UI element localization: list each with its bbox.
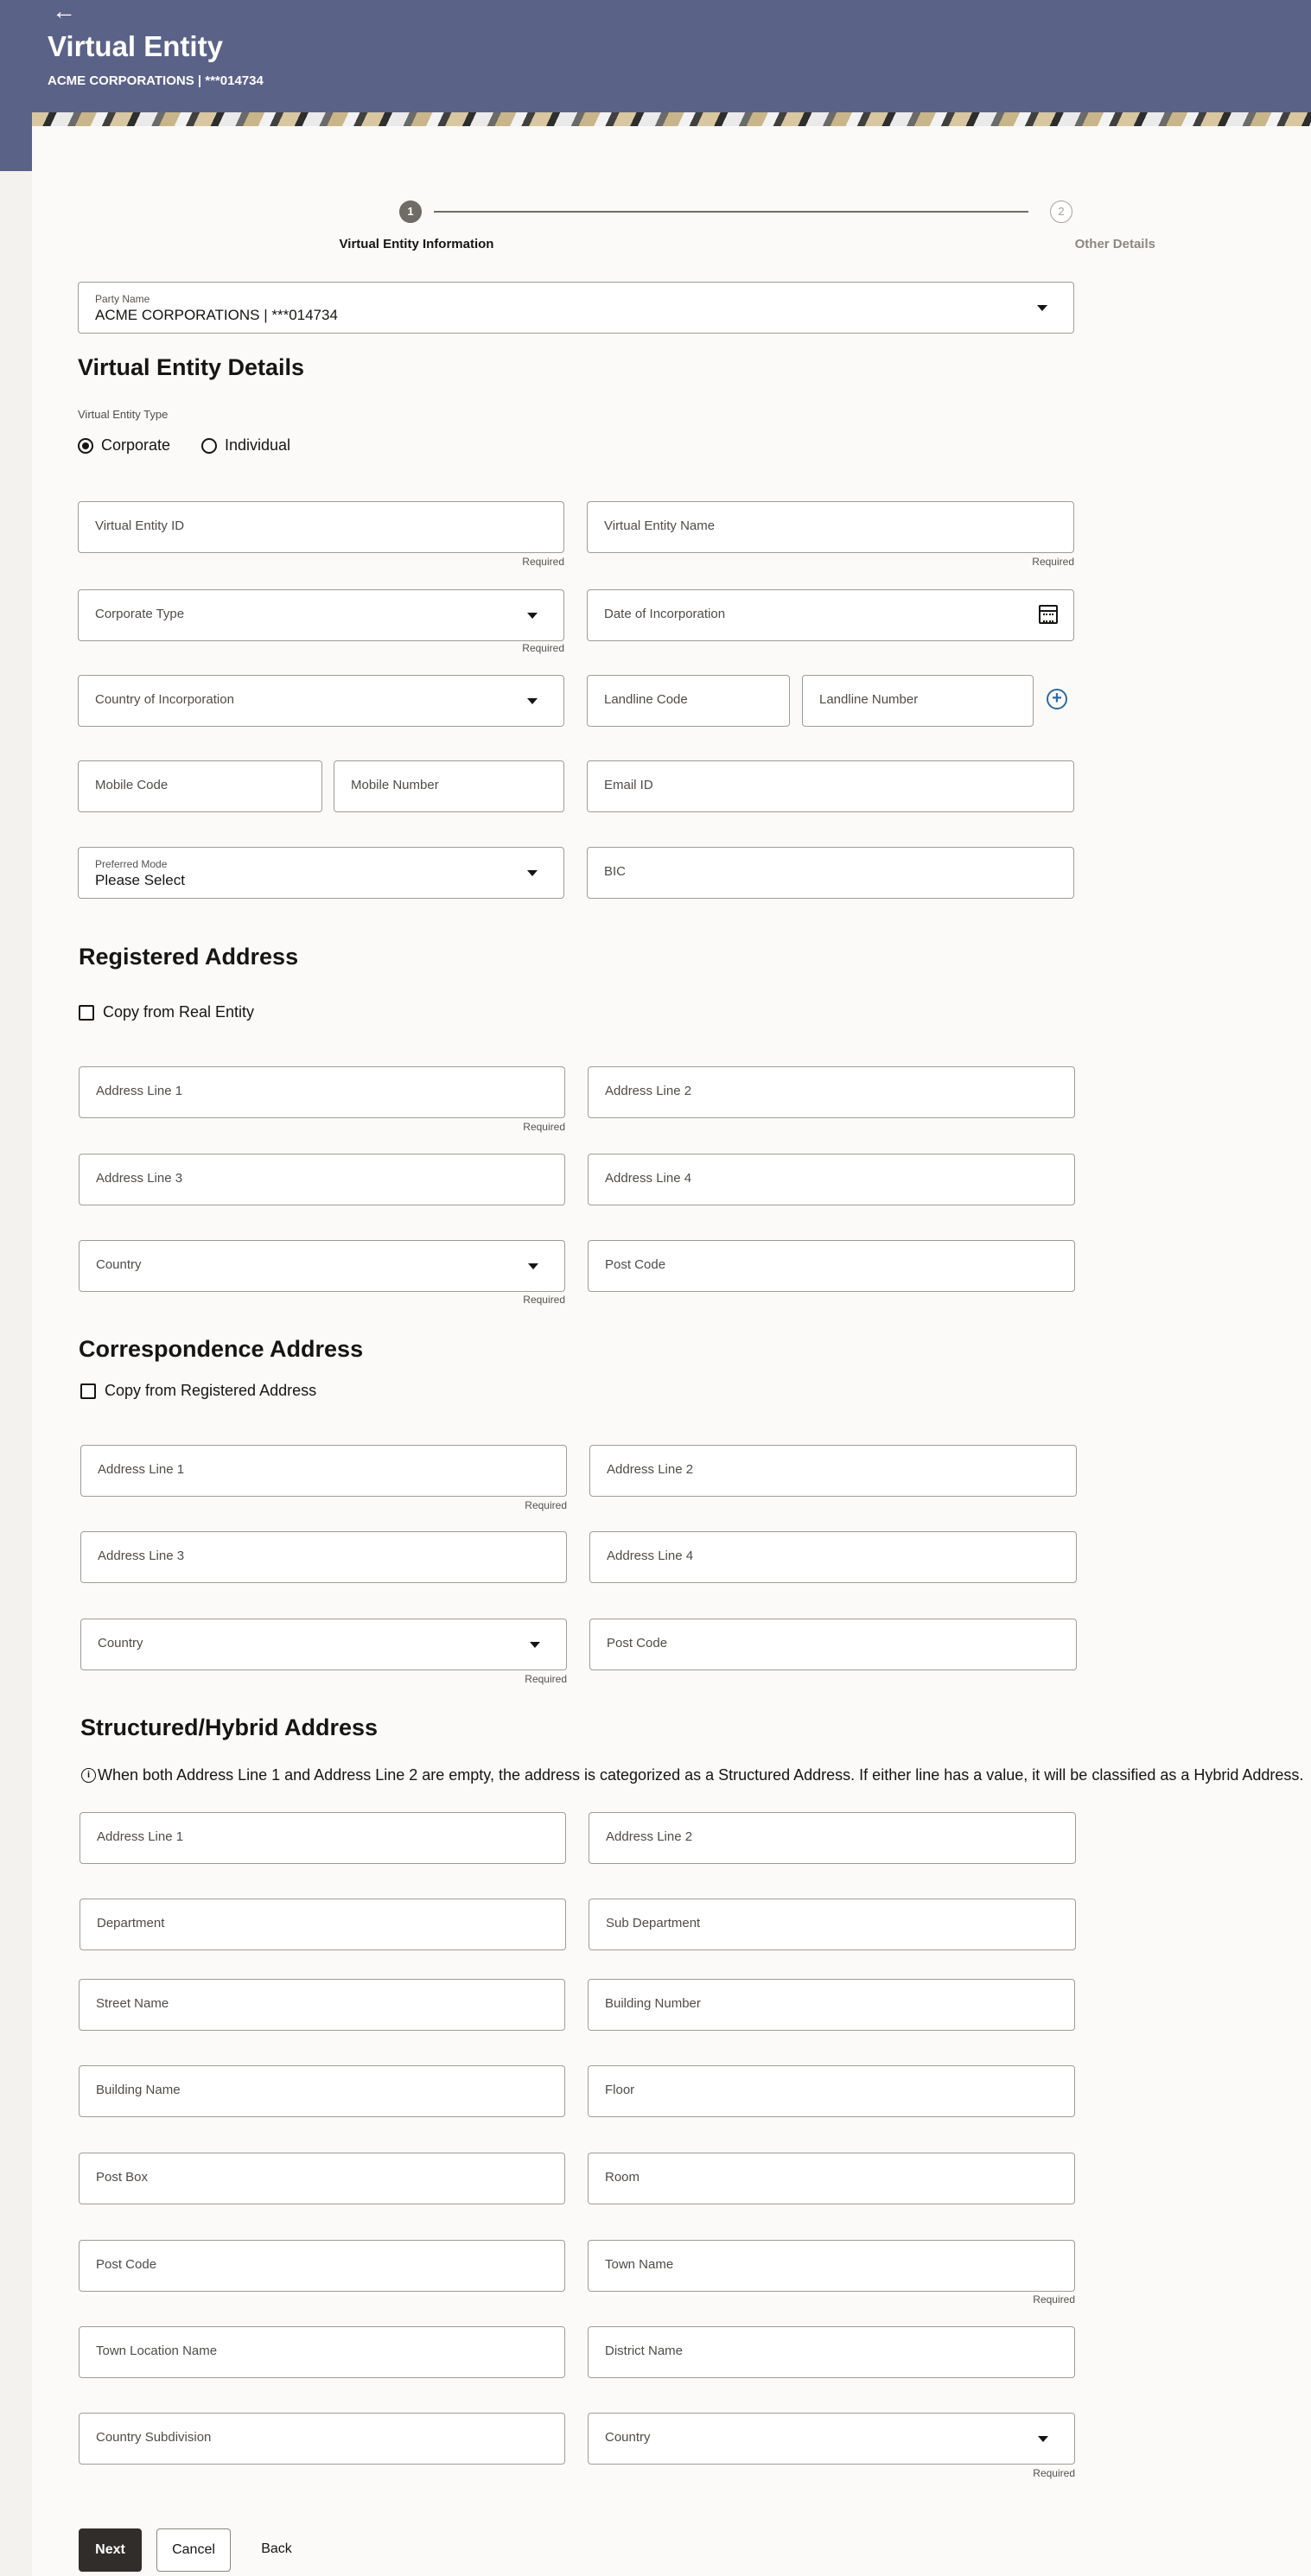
mobile-code-field[interactable] (78, 760, 322, 812)
copy-from-real-entity-checkbox[interactable] (79, 1003, 254, 1021)
radio-corporate[interactable] (78, 436, 170, 455)
step-1-label: Virtual Entity Information (339, 237, 494, 251)
landline-code-placeholder: Landline Code (604, 692, 688, 707)
page-title: Virtual Entity (48, 30, 223, 62)
page-subtitle: ACME CORPORATIONS | ***014734 (48, 73, 264, 88)
registered-country-select[interactable] (79, 1240, 565, 1292)
structured-address-line-2[interactable] (589, 1812, 1076, 1864)
party-name-value: ACME CORPORATIONS | ***014734 (95, 307, 338, 323)
correspondence-address-line-3[interactable] (80, 1531, 567, 1583)
radio-corporate-label: Corporate (101, 436, 171, 454)
post-code-placeholder: Post Code (607, 1636, 668, 1651)
virtual-entity-name-field[interactable] (587, 501, 1074, 553)
correspondence-address-line-1[interactable] (80, 1445, 567, 1497)
building-number-placeholder: Building Number (605, 1996, 701, 2011)
street-name-field[interactable] (79, 1979, 565, 2031)
structured-post-code-field[interactable] (79, 2240, 565, 2292)
post-code-placeholder: Post Code (605, 1257, 666, 1272)
correspondence-address-line-2[interactable] (589, 1445, 1077, 1497)
virtual-entity-id-placeholder: Virtual Entity ID (95, 518, 185, 533)
address-line-2-placeholder: Address Line 2 (607, 1462, 694, 1477)
town-name-placeholder: Town Name (605, 2257, 674, 2272)
chevron-down-icon (527, 698, 538, 704)
floor-placeholder: Floor (605, 2083, 635, 2097)
checkbox-icon (79, 1005, 94, 1021)
district-name-placeholder: District Name (605, 2344, 684, 2358)
party-name-select[interactable] (78, 282, 1074, 334)
radio-unselected-icon (201, 438, 217, 454)
required-hint: Required (525, 1499, 567, 1511)
room-field[interactable] (588, 2153, 1075, 2204)
registered-address-line-4[interactable] (588, 1154, 1075, 1205)
country-placeholder: Country (96, 1257, 142, 1272)
cancel-button[interactable]: Cancel (156, 2528, 231, 2572)
country-of-incorporation-select[interactable] (78, 675, 564, 727)
department-field[interactable] (80, 1899, 566, 1950)
floor-field[interactable] (588, 2065, 1075, 2117)
chevron-down-icon (527, 613, 538, 619)
street-name-placeholder: Street Name (96, 1996, 169, 2011)
calendar-icon[interactable] (1039, 605, 1058, 624)
country-placeholder: Country (98, 1636, 143, 1651)
bic-placeholder: BIC (604, 864, 627, 879)
landline-code-field[interactable] (587, 675, 790, 727)
registered-address-line-1[interactable] (79, 1066, 565, 1118)
mobile-code-placeholder: Mobile Code (95, 778, 169, 792)
post-box-placeholder: Post Box (96, 2170, 149, 2185)
step-connector (434, 211, 1028, 213)
corporate-type-select[interactable] (78, 589, 564, 641)
address-line-2-placeholder: Address Line 2 (606, 1829, 693, 1844)
details-section-title: Virtual Entity Details (78, 354, 305, 380)
town-location-name-placeholder: Town Location Name (96, 2344, 218, 2358)
next-button[interactable]: Next (79, 2528, 142, 2572)
step-2-label: Other Details (1074, 237, 1155, 251)
address-line-1-placeholder: Address Line 1 (98, 1462, 185, 1477)
step-1-indicator: 1 (399, 200, 422, 223)
structured-address-line-1[interactable] (80, 1812, 566, 1864)
virtual-entity-name-placeholder: Virtual Entity Name (604, 518, 716, 533)
address-line-2-placeholder: Address Line 2 (605, 1084, 692, 1098)
info-icon: i (81, 1768, 96, 1783)
bic-field[interactable] (587, 847, 1074, 899)
virtual-entity-id-field[interactable] (78, 501, 564, 553)
correspondence-address-line-4[interactable] (589, 1531, 1077, 1583)
party-name-label: Party Name (95, 293, 150, 305)
landline-number-field[interactable] (802, 675, 1034, 727)
mobile-number-field[interactable] (334, 760, 564, 812)
add-landline-icon[interactable]: + (1047, 689, 1067, 709)
department-placeholder: Department (97, 1916, 165, 1930)
structured-country-select[interactable] (588, 2413, 1075, 2465)
registered-address-line-2[interactable] (588, 1066, 1075, 1118)
building-name-field[interactable] (79, 2065, 565, 2117)
required-hint: Required (525, 1673, 567, 1685)
sub-department-field[interactable] (589, 1899, 1076, 1950)
copy-from-registered-address-label: Copy from Registered Address (105, 1382, 317, 1399)
building-name-placeholder: Building Name (96, 2083, 181, 2097)
registered-address-title: Registered Address (79, 944, 299, 970)
town-location-name-field[interactable] (79, 2326, 565, 2378)
required-hint: Required (522, 642, 564, 654)
date-of-incorporation-field[interactable] (587, 589, 1074, 641)
mobile-number-placeholder: Mobile Number (351, 778, 439, 792)
email-id-field[interactable] (587, 760, 1074, 812)
back-button[interactable]: Back (261, 2541, 292, 2556)
post-code-placeholder: Post Code (96, 2257, 157, 2272)
correspondence-post-code-field[interactable] (589, 1619, 1077, 1670)
correspondence-address-title: Correspondence Address (79, 1336, 364, 1362)
chevron-down-icon (1038, 2436, 1048, 2442)
building-number-field[interactable] (588, 1979, 1075, 2031)
country-placeholder: Country (605, 2430, 651, 2445)
post-box-field[interactable] (79, 2153, 565, 2204)
district-name-field[interactable] (588, 2326, 1075, 2378)
address-line-4-placeholder: Address Line 4 (605, 1171, 692, 1186)
chevron-down-icon (528, 1263, 538, 1269)
required-hint: Required (523, 1121, 565, 1133)
radio-individual-label: Individual (225, 436, 291, 454)
chevron-down-icon (527, 870, 538, 876)
date-of-incorporation-placeholder: Date of Incorporation (604, 607, 726, 621)
country-subdivision-placeholder: Country Subdivision (96, 2430, 212, 2445)
structured-address-info (81, 1766, 1303, 1784)
registered-post-code-field[interactable] (588, 1240, 1075, 1292)
chevron-down-icon (1037, 305, 1047, 311)
step-2-indicator: 2 (1050, 200, 1072, 223)
chevron-down-icon (530, 1642, 540, 1648)
radio-individual[interactable] (201, 436, 290, 455)
radio-selected-icon (78, 438, 93, 454)
preferred-mode-value: Please Select (95, 872, 185, 888)
required-hint: Required (1032, 556, 1074, 568)
address-line-1-placeholder: Address Line 1 (96, 1084, 183, 1098)
structured-address-title: Structured/Hybrid Address (80, 1714, 379, 1740)
landline-number-placeholder: Landline Number (819, 692, 919, 707)
email-id-placeholder: Email ID (604, 778, 653, 792)
correspondence-country-select[interactable] (80, 1619, 567, 1670)
copy-from-registered-address-checkbox[interactable] (80, 1382, 316, 1400)
preferred-mode-label: Preferred Mode (95, 858, 168, 870)
country-of-incorporation-placeholder: Country of Incorporation (95, 692, 234, 707)
decorative-banner (32, 112, 1311, 126)
address-line-3-placeholder: Address Line 3 (98, 1549, 185, 1563)
registered-address-line-3[interactable] (79, 1154, 565, 1205)
address-line-3-placeholder: Address Line 3 (96, 1171, 183, 1186)
required-hint: Required (1033, 2293, 1075, 2306)
structured-address-info-text: When both Address Line 1 and Address Line 2 are empty, the address is categorized as a Structured Address. If either line has a value, it will be classified as a Hybrid Address. (98, 1766, 1304, 1784)
entity-type-label: Virtual Entity Type (78, 408, 169, 421)
country-subdivision-field[interactable] (79, 2413, 565, 2465)
required-hint: Required (1033, 2467, 1075, 2479)
town-name-field[interactable] (588, 2240, 1075, 2292)
copy-from-real-entity-label: Copy from Real Entity (103, 1003, 255, 1021)
corporate-type-placeholder: Corporate Type (95, 607, 185, 621)
sub-department-placeholder: Sub Department (606, 1916, 701, 1930)
back-arrow-icon[interactable]: ← (52, 0, 76, 24)
required-hint: Required (523, 1294, 565, 1306)
required-hint: Required (522, 556, 564, 568)
checkbox-icon (80, 1383, 96, 1399)
address-line-4-placeholder: Address Line 4 (607, 1549, 694, 1563)
address-line-1-placeholder: Address Line 1 (97, 1829, 184, 1844)
preferred-mode-select[interactable] (78, 847, 564, 899)
room-placeholder: Room (605, 2170, 640, 2185)
